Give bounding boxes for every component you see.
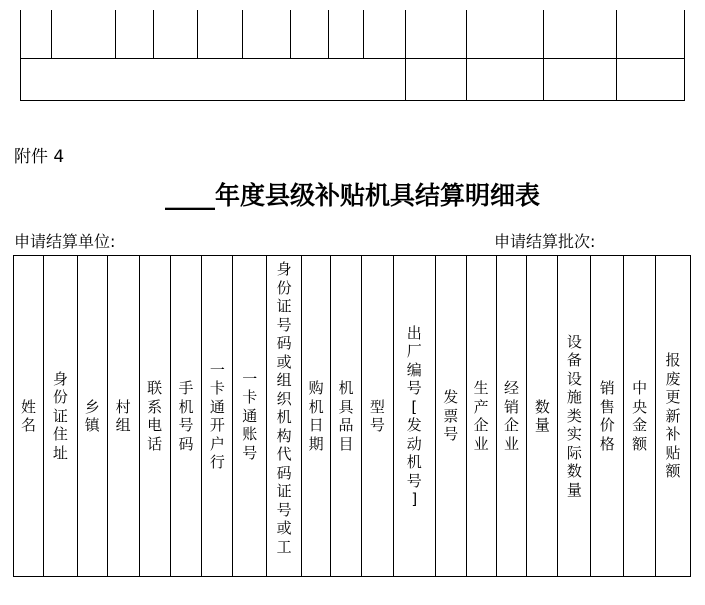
header-char: 行 <box>209 453 225 471</box>
header-char: 格 <box>599 434 615 453</box>
header-char: 住 <box>52 425 68 444</box>
column-header-label <box>533 398 551 435</box>
table-cell-divider <box>328 10 329 58</box>
header-char: 证 <box>276 482 292 500</box>
header-char: [ <box>411 397 418 416</box>
column-header <box>171 256 203 576</box>
header-char: 数 <box>566 462 582 481</box>
column-header-label <box>83 398 101 435</box>
header-char: 施 <box>566 388 582 407</box>
column-header-label <box>565 333 583 500</box>
table-cell-divider <box>290 10 291 58</box>
header-char: 话 <box>147 434 163 453</box>
header-char: 名 <box>20 416 36 434</box>
header-char: 动 <box>406 434 422 453</box>
table-cell-divider <box>616 10 617 100</box>
header-char: 购 <box>308 379 324 397</box>
header-char: 目 <box>338 434 354 453</box>
column-header-label <box>664 351 682 481</box>
header-char: 期 <box>308 434 324 453</box>
header-char: 经 <box>504 379 520 397</box>
header-char: 一 <box>209 360 225 379</box>
header-char: 机 <box>406 453 422 471</box>
header-char: 备 <box>566 351 582 370</box>
header-char: 身 <box>276 260 292 278</box>
column-header-label <box>405 324 423 509</box>
column-header-label <box>503 379 521 453</box>
header-char: 量 <box>566 480 582 499</box>
header-char: 址 <box>52 443 68 462</box>
header-char: 具 <box>338 397 354 416</box>
column-header <box>394 256 436 576</box>
column-header-label <box>51 370 69 463</box>
column-header <box>202 256 233 576</box>
header-char: 号 <box>178 416 194 434</box>
previous-table-fragment <box>20 10 685 101</box>
table-cell-divider <box>115 10 116 58</box>
header-char: 机 <box>276 408 292 426</box>
column-header-label <box>275 260 293 556</box>
header-char: 乡 <box>84 397 100 416</box>
header-char: 类 <box>566 406 582 425</box>
column-header-label <box>208 361 226 472</box>
column-header <box>527 256 558 576</box>
header-char: 更 <box>665 388 681 407</box>
header-char: 生 <box>473 379 489 397</box>
header-char: 份 <box>276 278 292 297</box>
apply-batch-label: 申请结算批次: <box>494 232 596 251</box>
column-header-label <box>631 379 649 453</box>
page-title: ____年度县级补贴机具结算明细表 <box>164 181 540 210</box>
header-char: 数 <box>534 397 550 416</box>
header-char: 报 <box>665 351 681 370</box>
header-char: 销 <box>599 379 615 397</box>
header-char: 产 <box>473 397 489 416</box>
column-header <box>78 256 108 576</box>
header-char: 号 <box>369 416 385 434</box>
header-char: 央 <box>632 397 648 416</box>
header-char: 联 <box>147 379 163 397</box>
column-header <box>497 256 528 576</box>
header-char: 系 <box>147 397 163 416</box>
header-char: 型 <box>369 397 385 416</box>
header-char: 额 <box>632 434 648 453</box>
column-header <box>140 256 171 576</box>
apply-unit-label: 申请结算单位: <box>14 232 116 251</box>
header-char: 身 <box>52 369 68 388</box>
column-header-label <box>598 379 616 453</box>
header-char: 号 <box>443 425 459 444</box>
column-header <box>108 256 140 576</box>
settlement-detail-table <box>13 255 691 577</box>
column-header-label <box>368 398 386 435</box>
header-char: 镇 <box>84 416 100 434</box>
header-char: 组 <box>115 416 131 434</box>
header-char: 设 <box>566 369 582 388</box>
column-header <box>14 256 44 576</box>
header-char: 一 <box>242 369 258 388</box>
header-char: 通 <box>209 397 225 416</box>
header-char: 厂 <box>406 342 422 360</box>
column-header <box>558 256 591 576</box>
header-char: 代 <box>276 445 292 463</box>
header-char: 售 <box>599 397 615 416</box>
column-header <box>656 256 691 576</box>
header-char: 码 <box>276 463 292 482</box>
header-char: 量 <box>534 416 550 434</box>
header-char: 机 <box>338 379 354 397</box>
column-header-label <box>472 379 490 453</box>
header-char: 销 <box>504 397 520 416</box>
header-char: 出 <box>406 323 422 342</box>
header-char: 开 <box>209 416 225 434</box>
header-char: 新 <box>665 406 681 425</box>
header-char: 电 <box>147 416 163 434</box>
header-char: 工 <box>276 537 292 556</box>
column-header <box>362 256 394 576</box>
header-char: 机 <box>308 397 324 416</box>
header-char: 号 <box>242 443 258 462</box>
header-char: 证 <box>276 297 292 315</box>
header-char: 日 <box>308 416 324 434</box>
header-char: 中 <box>632 379 648 397</box>
column-header-label <box>307 379 325 453</box>
table-cell-divider <box>405 10 406 100</box>
header-char: 机 <box>178 397 194 416</box>
column-header <box>331 256 362 576</box>
header-char: 废 <box>665 369 681 388</box>
table-cell-divider <box>153 10 154 58</box>
header-char: 发 <box>406 416 422 434</box>
column-header-label <box>114 398 132 435</box>
header-char: 补 <box>665 425 681 444</box>
header-char: ] <box>411 490 418 508</box>
header-char: 价 <box>599 416 615 434</box>
header-char: 企 <box>473 416 489 434</box>
column-header <box>233 256 267 576</box>
header-char: 号 <box>406 379 422 397</box>
header-char: 金 <box>632 416 648 434</box>
table-row-divider <box>21 58 684 59</box>
header-char: 份 <box>52 388 68 407</box>
header-char: 手 <box>178 379 194 397</box>
table-cell-divider <box>197 10 198 58</box>
column-header-label <box>19 398 37 435</box>
header-char: 组 <box>276 371 292 389</box>
column-header-label <box>146 379 164 453</box>
header-char: 设 <box>566 332 582 351</box>
header-char: 证 <box>52 406 68 425</box>
header-char: 额 <box>665 462 681 481</box>
header-char: 号 <box>276 315 292 334</box>
header-char: 通 <box>242 406 258 425</box>
header-char: 际 <box>566 443 582 462</box>
header-char: 卡 <box>242 388 258 407</box>
table-cell-divider <box>242 10 243 58</box>
table-cell-divider <box>363 10 364 58</box>
column-header <box>624 256 656 576</box>
column-header <box>44 256 78 576</box>
header-char: 账 <box>242 425 258 444</box>
header-char: 码 <box>178 434 194 453</box>
column-header <box>467 256 497 576</box>
table-cell-divider <box>543 10 544 100</box>
header-char: 号 <box>406 471 422 490</box>
header-char: 卡 <box>209 379 225 397</box>
header-char: 贴 <box>665 443 681 462</box>
table-cell-divider <box>51 10 52 58</box>
header-char: 业 <box>504 434 520 453</box>
header-char: 构 <box>276 426 292 445</box>
header-char: 或 <box>276 352 292 371</box>
header-char: 码 <box>276 334 292 352</box>
column-header <box>591 256 624 576</box>
header-char: 户 <box>209 434 225 453</box>
column-header-label <box>177 379 195 453</box>
header-char: 织 <box>276 389 292 408</box>
column-header-label <box>337 379 355 453</box>
header-char: 业 <box>473 434 489 453</box>
header-char: 品 <box>338 416 354 434</box>
header-char: 票 <box>443 406 459 425</box>
header-char: 村 <box>115 397 131 416</box>
column-header-label <box>241 370 259 463</box>
header-char: 发 <box>443 388 459 407</box>
header-char: 实 <box>566 425 582 444</box>
header-char: 企 <box>504 416 520 434</box>
column-header-label <box>442 388 460 444</box>
column-header <box>436 256 467 576</box>
attachment-label: 附件 4 <box>14 147 65 167</box>
header-char: 姓 <box>20 397 36 416</box>
header-char: 编 <box>406 360 422 379</box>
header-char: 或 <box>276 519 292 537</box>
table-cell-divider <box>466 10 467 100</box>
column-header <box>302 256 331 576</box>
column-header <box>267 256 302 576</box>
header-char: 号 <box>276 500 292 519</box>
